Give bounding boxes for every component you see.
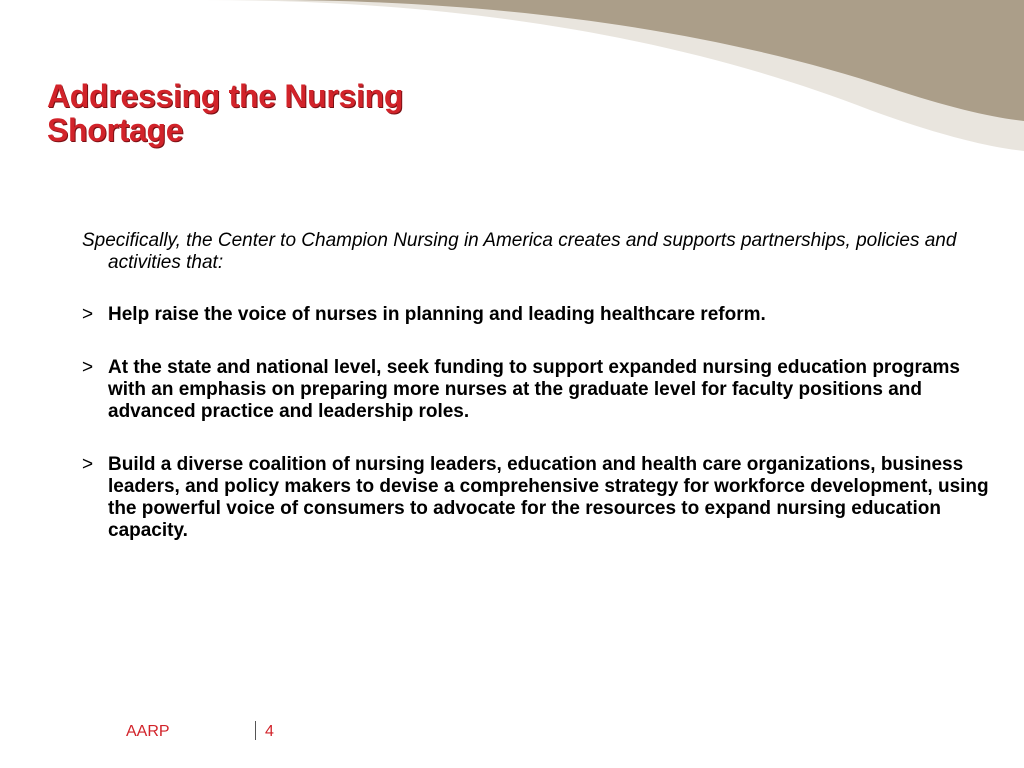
bullet-item [82,454,997,542]
footer-divider [255,721,256,740]
slide-title-line-2: Shortage [47,112,184,148]
bullet-marker-icon: > [82,304,94,325]
bullet-item [82,357,997,423]
bullet-text: Build a diverse coalition of nursing leaders, education and health care organizations, business leaders, and policy makers to devise a comprehensive strategy for workforce development, using the powerful voice of consumers to advocate for the resources to expand nursing education capacity. [108,454,989,541]
bullet-item [82,304,997,326]
intro-paragraph: Specifically, the Center to Champion Nursing in America creates and supports partnerships, policies and activities that: [82,230,957,273]
slide-title [47,79,403,147]
slide-body [82,230,997,573]
bullet-marker-icon: > [82,357,94,378]
footer-brand: AARP [126,723,170,740]
bullet-text: Help raise the voice of nurses in planning and leading healthcare reform. [108,304,766,325]
bullet-marker-icon: > [82,454,94,475]
footer-page-number: 4 [265,723,274,740]
bullet-text: At the state and national level, seek funding to support expanded nursing education programs with an emphasis on preparing more nurses at the graduate level for faculty positions and advanced practice and leadership roles. [108,357,960,422]
bullet-list [82,304,997,542]
slide-title-line-1: Addressing the Nursing [47,78,404,114]
